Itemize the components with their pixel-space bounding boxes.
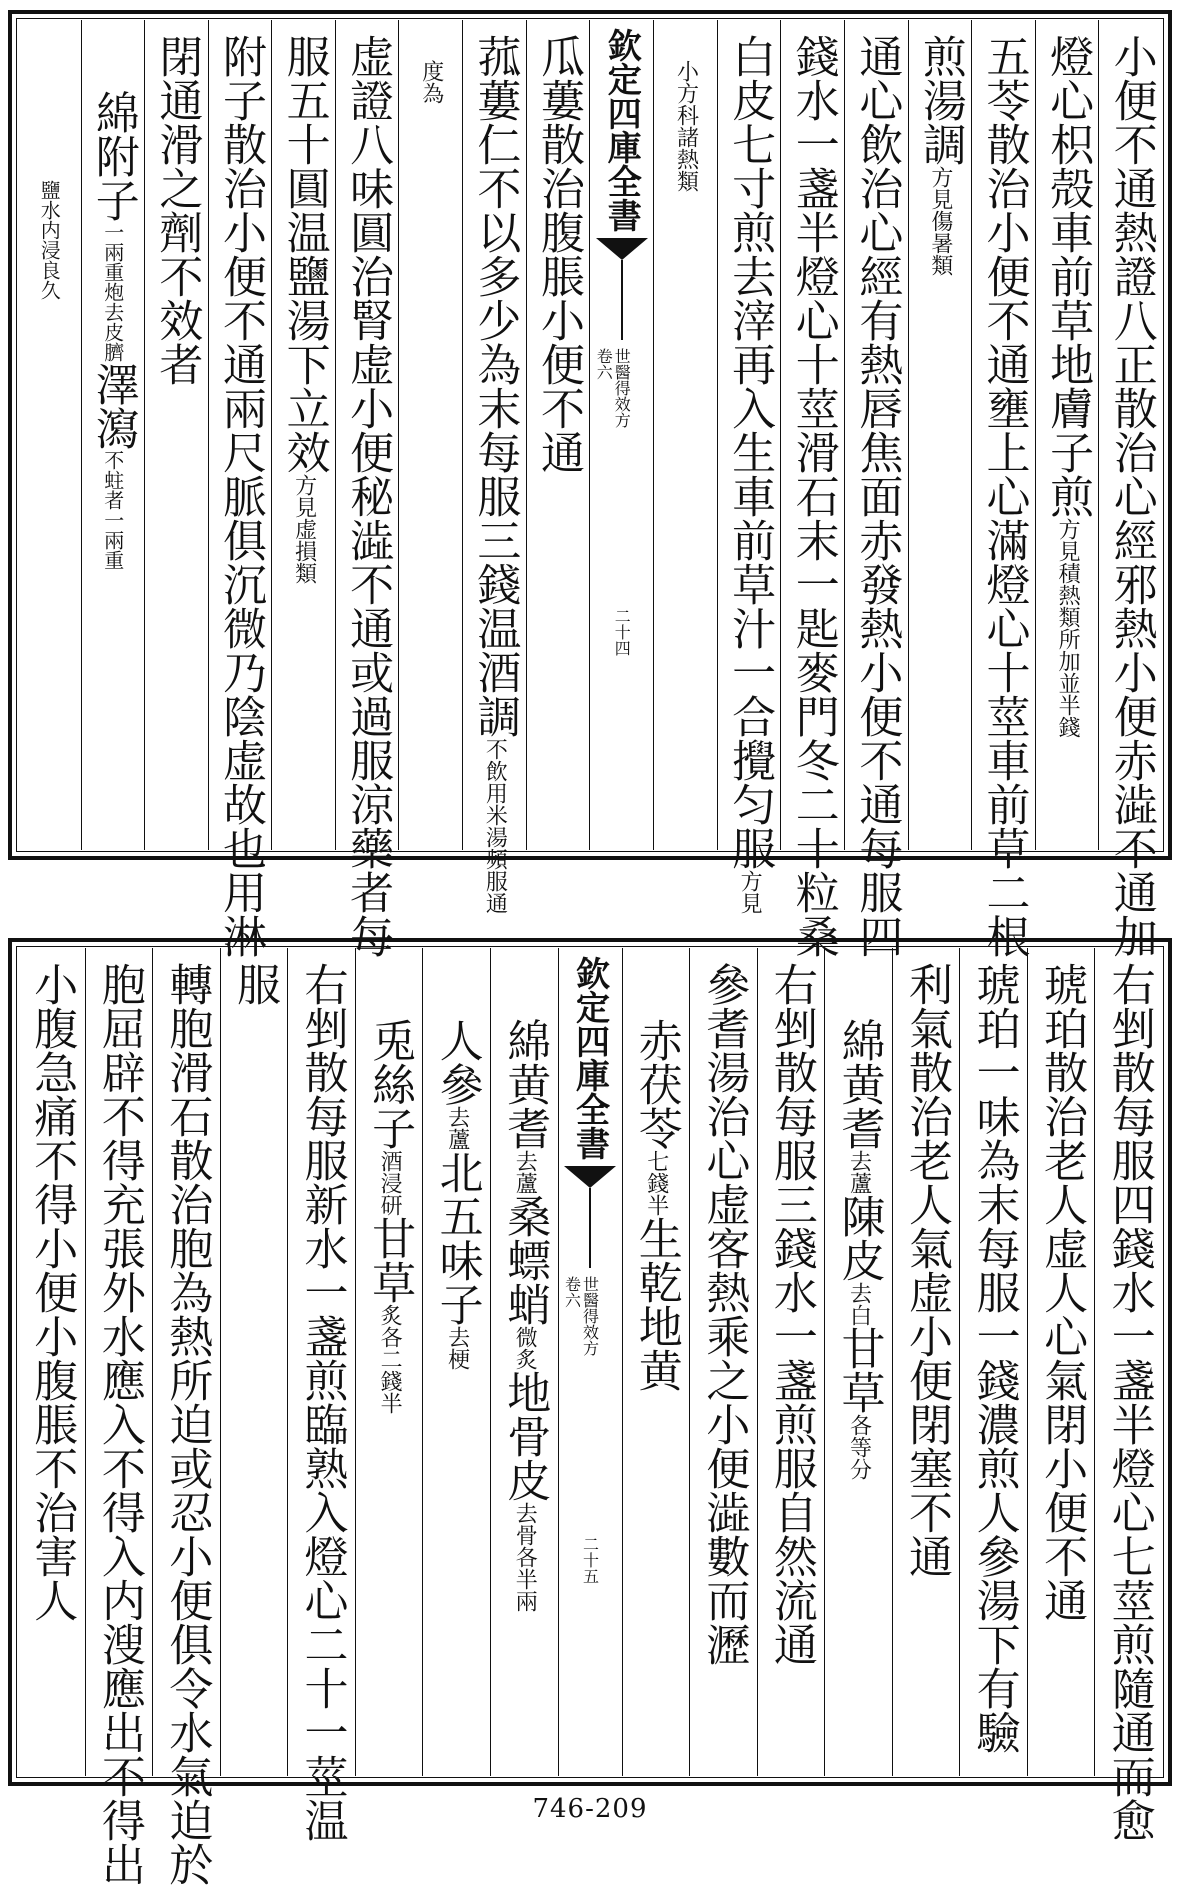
center-line [589, 1188, 591, 1268]
text-column: 閉通滑之劑不效者 [144, 20, 208, 850]
text-column: 菰蔞仁不以多少為末每服三錢温酒調不飲用米湯頻服通 [462, 20, 526, 850]
text-column: 胞屈辟不得充張外水應入不得入内溲應出不得出 [85, 948, 153, 1776]
text-column: 綿黄耆去蘆陳皮去白甘草各等分 [824, 948, 892, 1776]
text-column: 度為 [398, 20, 462, 850]
text-column: 右剉散每服三錢水一盞煎服自然流通 [757, 948, 825, 1776]
text-column: 鹽水内浸良久 [37, 180, 62, 300]
book-title: 欽定四庫全書 [569, 956, 610, 1160]
text-column: 小腹急痛不得小便小腹脹不治害人 [26, 962, 78, 1622]
text-column: 兎絲子酒浸研甘草炙各二錢半 [355, 948, 423, 1776]
page-number: 746-209 [532, 1794, 648, 1824]
text-column: 虚證八味圓治腎虚小便秘澁不通或過服涼藥者每 [335, 20, 399, 850]
center-line [621, 260, 623, 340]
text-column: 燈心枳殻車前草地膚子煎方見積熱類所加並半錢 [1035, 20, 1099, 850]
text-column: 轉胞滑石散治胞為熱所迫或忍小便俱令水氣迫於 [152, 948, 220, 1776]
book-title: 欽定四庫全書 [601, 28, 642, 232]
book-name: 世醫得效方 [580, 1276, 600, 1356]
text-column: 小方科諸熱類 [653, 20, 717, 850]
text-column: 琥珀散治老人虚人心氣閉小便不通 [1027, 948, 1095, 1776]
text-column: 右剉散每服四錢水一盞半燈心七莖煎隨通而愈 [1094, 948, 1162, 1776]
fishtail-mark [596, 238, 648, 260]
text-column: 參耆湯治心虚客熱乘之小便澁數而瀝 [689, 948, 757, 1776]
text-column: 附子散治小便不通兩尺脈俱沉微乃陰虚故也用淋 [208, 20, 272, 850]
leaf-number: 二十五 [580, 1536, 600, 1584]
text-column: 煎湯調方見傷暑類 [908, 20, 972, 850]
center-fold [558, 948, 622, 1776]
text-column: 瓜蔞散治腹脹小便不通 [526, 20, 590, 850]
text-column: 五苓散治小便不通壅上心滿燈心十莖車前草二根 [971, 20, 1035, 850]
text-column: 綿黄耆去蘆桑螵蛸微炙地骨皮去骨各半兩 [490, 948, 558, 1776]
book-name: 世醫得效方 [612, 348, 632, 428]
center-fold [589, 20, 653, 850]
text-column: 人參去蘆北五味子去梗 [422, 948, 490, 1776]
text-column: 綿附子一兩重炮去皮臍澤瀉不蛀者一兩重 [81, 20, 145, 850]
juan-number: 卷六 [562, 1276, 582, 1308]
text-column: 赤茯苓七錢半生乾地黄 [622, 948, 690, 1776]
text-column: 服五十圓温鹽湯下立效方見虚損類 [271, 20, 335, 850]
text-column: 右剉散每服新水一盞煎臨熟入燈心二十一莖温 [287, 948, 355, 1776]
text-column: 錢水一盞半燈心十莖滑石末一匙麥門冬二十粒桑 [780, 20, 844, 850]
text-column: 琥珀一味為末每服一錢濃煎人參湯下有驗 [959, 948, 1027, 1776]
text-column: 利氣散治老人氣虚小便閉塞不通 [892, 948, 960, 1776]
juan-number: 卷六 [594, 348, 614, 380]
top-columns [18, 20, 1162, 958]
text-column: 白皮七寸煎去滓再入生車前草汁一合攪匀服方見 [717, 20, 781, 850]
text-column: 服 [220, 948, 288, 1776]
text-column: 小便不通熱證八正散治心經邪熱小便赤澁不通加 [1098, 20, 1162, 850]
leaf-number: 二十四 [612, 608, 632, 656]
top-page [8, 10, 1172, 958]
fishtail-mark [564, 1166, 616, 1188]
text-column: 通心飲治心經有熱唇焦面赤發熱小便不通每服四 [844, 20, 908, 850]
